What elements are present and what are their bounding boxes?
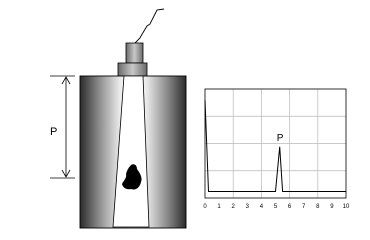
sensor-cable	[134, 9, 164, 44]
x-tick-label: 4	[259, 204, 264, 210]
chart-grid	[205, 89, 346, 198]
x-tick-label: 1	[217, 204, 221, 210]
echo-line	[205, 100, 346, 192]
tank-figure	[50, 9, 186, 228]
x-tick-label: 5	[273, 204, 278, 210]
chart-x-ticks	[203, 204, 350, 210]
peak-label: P	[276, 132, 284, 144]
x-tick-label: 0	[203, 204, 207, 210]
x-tick-label: 7	[302, 204, 306, 210]
x-tick-label: 3	[245, 204, 249, 210]
x-tick-label: 8	[316, 204, 320, 210]
x-tick-label: 9	[330, 204, 334, 210]
distance-label: P	[50, 126, 58, 138]
sensor-head	[126, 43, 143, 63]
echo-chart	[203, 89, 350, 210]
sensor-mount	[118, 63, 147, 76]
chart-series-group	[205, 100, 346, 192]
x-tick-label: 2	[231, 204, 235, 210]
x-tick-label: 6	[287, 204, 292, 210]
x-tick-label: 10	[342, 204, 350, 210]
